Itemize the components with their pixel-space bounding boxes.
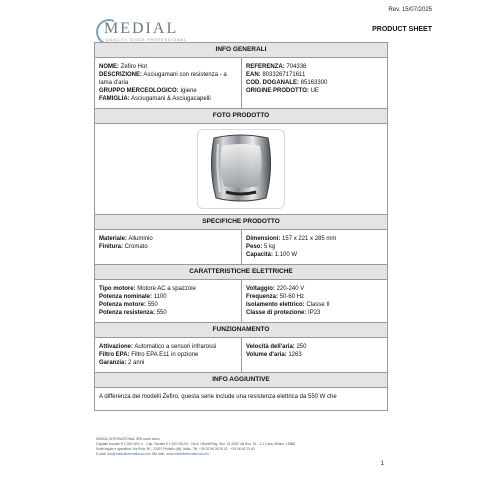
field-filtro-epa: Filtro EPA: Filtro EPA E11 in opzione xyxy=(99,352,199,358)
field-potenza-nominale: Potenza nominale: 1100 xyxy=(99,294,167,300)
sheet-title: PRODUCT SHEET xyxy=(372,26,432,33)
specifiche-body xyxy=(95,230,387,264)
product-photo-area xyxy=(95,124,387,214)
page-number: 1 xyxy=(380,461,384,467)
field-finitura: Finitura: Cromato xyxy=(99,244,148,250)
specifiche-left xyxy=(95,230,241,264)
field-volume-aria: Volume d'aria: 1263 xyxy=(246,352,302,358)
field-capacita: Capacità: 1.100 W xyxy=(246,252,298,258)
field-voltaggio: Voltaggio: 220-240 V xyxy=(246,286,305,292)
section-info-generali: INFO GENERALI xyxy=(95,43,387,58)
field-potenza-motore: Potenza motore: 550 xyxy=(99,302,158,308)
elettriche-left xyxy=(95,280,241,322)
info-generali-left xyxy=(95,58,241,108)
page-footer xyxy=(96,437,388,457)
field-garanzia: Garanzia: 2 anni xyxy=(99,360,145,366)
field-nome: NOME: Zefiro Hot xyxy=(99,64,148,70)
field-tipo-motore: Tipo motore: Motore AC a spazzole xyxy=(99,286,196,292)
field-frequenza: Frequenza: 50-60 Hz xyxy=(246,294,305,300)
field-dimensioni: Dimensioni: 157 x 221 x 285 mm xyxy=(246,236,337,242)
footer-address: Sede legale e operativa: Via Pola, 90 - 20097 Pioltello (Mi), Italia - Tel. +39 02 96 08 25 02 - +39 06 40 23 40 xyxy=(96,447,255,451)
field-classe-protezione: Classe di protezione: IP23 xyxy=(246,310,321,316)
product-sheet-table xyxy=(94,42,388,411)
section-info-aggiuntive: INFO AGGIUNTIVE xyxy=(95,372,387,388)
field-peso: Peso: 5 kg xyxy=(246,244,276,250)
section-foto-prodotto: FOTO PRODOTTO xyxy=(95,108,387,124)
footer-company: MEDIAL INTERNATIONAL SPA socio unico xyxy=(96,437,160,441)
company-logo xyxy=(96,20,187,44)
revision-date: Rev. 15/07/2025 xyxy=(388,7,432,13)
field-famiglia: FAMIGLIA: Asciugamani & Asciugacapelli xyxy=(99,96,211,102)
field-materiale: Materiale: Alluminio xyxy=(99,236,153,242)
logo-tagline: QUALITY SINCE PROFESSIONAL xyxy=(106,38,187,42)
logo-text: MEDIAL xyxy=(104,20,179,37)
email-link[interactable]: info@medialinternational.com xyxy=(107,452,151,456)
section-elettriche: CARATTERISTICHE ELETTRICHE xyxy=(95,264,387,280)
section-funzionamento: FUNZIONAMENTO xyxy=(95,322,387,338)
field-velocita-aria: Velocità dell'aria: 250 xyxy=(246,344,307,350)
product-photo xyxy=(197,129,285,209)
field-origine: ORIGINE PRODOTTO: UE xyxy=(246,88,319,94)
field-ean: EAN: 8033267171611 xyxy=(246,72,306,78)
info-aggiuntive-text: A differenza dei modelli Zefiro, questa serie include una resistenza elettrica da 550 W che xyxy=(99,394,337,400)
info-generali-body xyxy=(95,58,387,108)
funzionamento-right xyxy=(241,338,387,372)
funzionamento-body xyxy=(95,338,387,372)
website-link[interactable]: www.medialinternational.com xyxy=(166,452,209,456)
hand-dryer-icon xyxy=(204,134,278,204)
field-potenza-resistenza: Potenza resistenza: 550 xyxy=(99,310,167,316)
funzionamento-left xyxy=(95,338,241,372)
field-gruppo: GRUPPO MERCEOLOGICO: Igiene xyxy=(99,88,197,94)
info-generali-right xyxy=(241,58,387,108)
elettriche-right xyxy=(241,280,387,322)
footer-registration: Capitale sociale: € 1.000.000 i.v. - Cap. Sociale € 1.000.000,00 - Via A. Olivetti Reg. Sez. 24 2052 Via Eno, 51 - 2.1 Casa, Milano, 15886 xyxy=(96,442,296,446)
field-isolamento: Isolamento elettrico: Classe II xyxy=(246,302,330,308)
field-cod-doganale: COD. DOGANALE: 85163300 xyxy=(246,80,328,86)
field-referenza: REFERENZA: 704336 xyxy=(246,64,307,70)
section-specifiche: SPECIFICHE PRODOTTO xyxy=(95,214,387,230)
specifiche-right xyxy=(241,230,387,264)
field-descrizione: DESCRIZIONE: Asciugamani con resistenza - a lama d'aria xyxy=(99,72,227,86)
elettriche-body xyxy=(95,280,387,322)
field-attivazione: Attivazione: Automatico a sensori infrarossi xyxy=(99,344,217,350)
footer-contacts: E-mail: info@medialinternational.com Sito web: www.medialinternational.com xyxy=(96,452,209,456)
